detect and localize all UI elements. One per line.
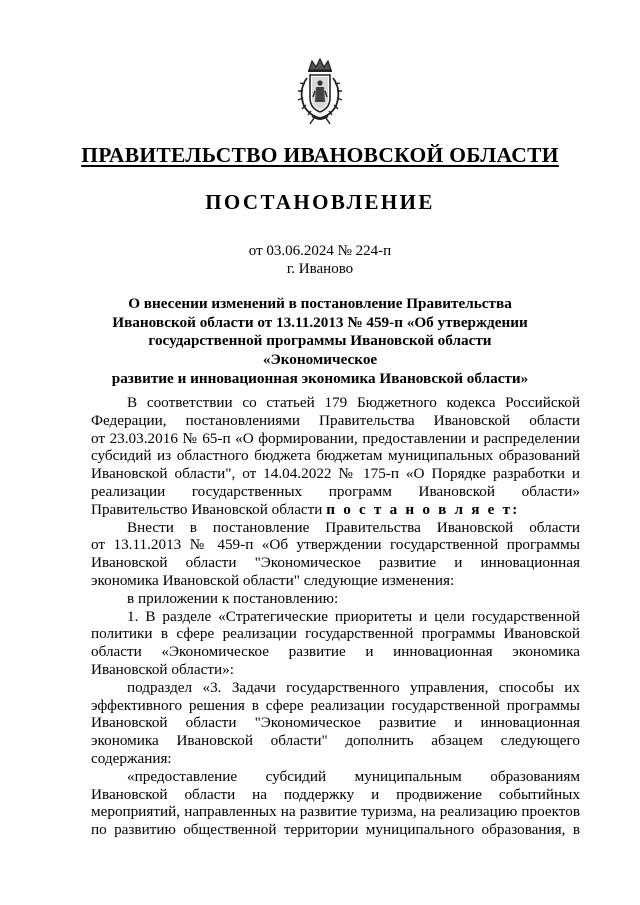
- body-line: Ивановской области»:: [91, 660, 234, 678]
- document-type: ПОСТАНОВЛЕНИЕ: [205, 190, 435, 214]
- body-line: содержания:: [91, 749, 172, 767]
- body-line: Ивановской области "Экономическое развитие и инновационная: [91, 554, 580, 572]
- subject-line: развитие и инновационная экономика Ивановской области»: [111, 369, 529, 387]
- body-line: области «Экономическое развитие и инновационная экономика: [91, 643, 580, 661]
- body-line: мероприятий, направленных на развитие туризма, на реализацию проектов: [91, 803, 580, 821]
- date-and-place: [0, 242, 640, 278]
- body-line: экономика Ивановской области" дополнить абзацем следующего: [91, 732, 580, 750]
- body-line: политики в сфере реализации государственной программы Ивановской: [91, 625, 580, 643]
- body-line: от 23.03.2016 № 65-п «О формировании, предоставлении и распределении: [91, 429, 580, 447]
- body-line: субсидий из областного бюджета бюджетам муниципальных образований: [91, 447, 580, 465]
- body-line: по развитию общественной территории муниципального образования, в: [91, 821, 580, 839]
- body-line: Внести в постановление Правительства Ивановской области: [127, 518, 580, 536]
- document-body: [91, 394, 580, 839]
- subject-line: Ивановской области от 13.11.2013 № 459-п «Об утверждении: [112, 313, 528, 331]
- body-line: в приложении к постановлению:: [127, 589, 339, 607]
- body-line: реализации государственных программ Ивановской области»: [91, 482, 580, 500]
- subject-line: государственной программы Ивановской области «Экономическое: [148, 332, 492, 369]
- government-text: Правительство Ивановской области: [91, 500, 323, 518]
- body-line: Федерации, постановлениями Правительства Ивановской области: [91, 411, 580, 429]
- body-line: эффективного решения в сфере реализации государственной программы: [91, 696, 580, 714]
- body-line: подраздел «3. Задачи государственного управления, способы их: [127, 678, 580, 696]
- body-line: экономика Ивановской области" следующие изменения:: [91, 571, 455, 589]
- city: г. Иваново: [286, 261, 354, 277]
- body-line: 1. В разделе «Стратегические приоритеты и цели государственной: [127, 607, 580, 625]
- body-line: «предоставление субсидий муниципальным образованиям: [127, 767, 580, 785]
- body-line: В соответствии со статьей 179 Бюджетного кодекса Российской: [127, 394, 580, 411]
- organization-name: [0, 143, 640, 168]
- decree-word: п о с т а н о в л я е т:: [326, 500, 520, 518]
- body-line: от 13.11.2013 № 459-п «Об утверждении государственной программы: [91, 536, 580, 554]
- ivanovo-coat-of-arms-icon: [292, 56, 348, 126]
- body-line: Ивановской области на поддержку и продвижение событийных: [91, 785, 580, 803]
- body-line: Ивановской области", от 14.04.2022 № 175-п «О Порядке разработки и: [91, 465, 580, 483]
- body-line: [91, 501, 580, 519]
- document-subject: [90, 295, 550, 389]
- subject-line: О внесении изменений в постановление Правительства: [128, 295, 512, 312]
- body-line: Ивановской области "Экономическое развитие и инновационная: [91, 714, 580, 732]
- date-number: от 03.06.2024 № 224-п: [248, 243, 392, 259]
- organization-name-text: ПРАВИТЕЛЬСТВО ИВАНОВСКОЙ ОБЛАСТИ: [81, 143, 559, 167]
